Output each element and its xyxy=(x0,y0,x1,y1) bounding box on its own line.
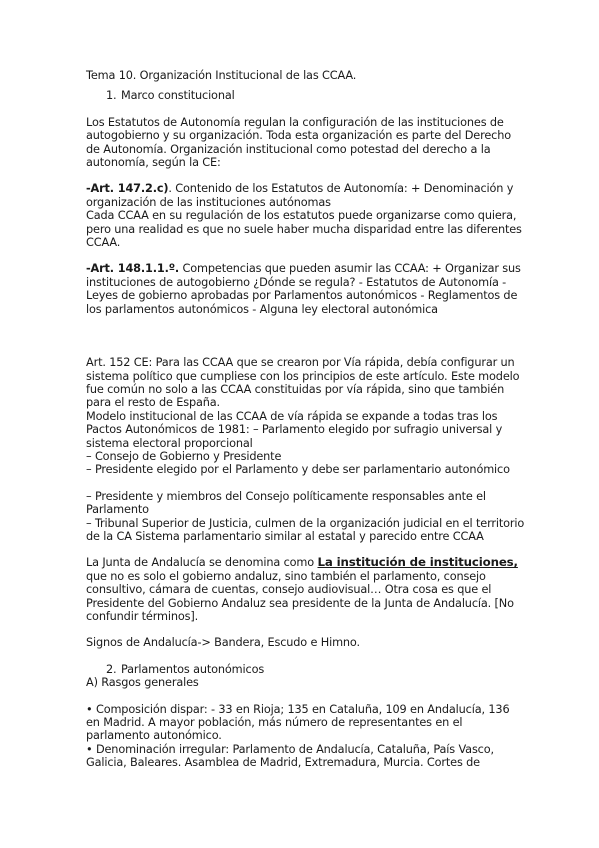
art-148-reference: Art. 148.1.1.º. xyxy=(90,262,180,276)
bullet-composicion: • Composición dispar: - 33 en Rioja; 135 en Cataluña, 109 en Andalucía, 136 en Madrid. A mayor población, más número de representantes en el parlamento autonómico. xyxy=(86,702,510,743)
junta-rest: que no es solo el gobierno andaluz, sino también el parlamento, consejo consultivo, cámara de cuentas, consejo audiovisual… Otra cosa es que el Presidente del Gobierno Andaluz sea presidente de la Junta de Andalucía. [No confundir términos]. xyxy=(86,569,514,623)
section-heading-parlamentos xyxy=(86,663,526,676)
institutional-model-paragraph: Modelo institucional de las CCAA de vía rápida se expande a todas tras los Pactos Autonómicos de 1981: – Parlamento elegido por sufragio universal y sistema electoral proporcional xyxy=(86,409,503,450)
art-148-paragraph xyxy=(86,262,526,316)
art-148-text: Competencias que pueden asumir las CCAA: + Organizar sus instituciones de autogobierno ¿Dónde se regula? - Estatutos de Autonomía - Leyes de gobierno aprobadas por Parlamentos autonómicos - Reglamentos de los parlamentos autonómicos - Alguna ley electoral autonómica xyxy=(86,262,521,316)
intro-paragraph: Los Estatutos de Autonomía regulan la configuración de las instituciones de autogobierno y su organización. Toda esta organización es parte del Derecho de Autonomía. Organización institucional como potestad del derecho a la autonomía, según la CE: xyxy=(86,115,511,170)
model-item-presidente: – Presidente elegido por el Parlamento y debe ser parlamentario autonómico xyxy=(86,463,510,477)
junta-emphasis: La institución de instituciones, xyxy=(317,555,518,570)
art-152-paragraph: Art. 152 CE: Para las CCAA que se crearon por Vía rápida, debía configurar un sistema político que cumpliese con los principios de este artículo. Este modelo fue común no solo a las CCAA constituidas por vía rápida, sino que también para el resto de España. xyxy=(86,356,520,410)
section-heading-marco xyxy=(86,89,526,102)
art-147-dash: - xyxy=(86,182,91,196)
section-number: 2. xyxy=(106,662,117,676)
model-item-consejo: – Consejo de Gobierno y Presidente xyxy=(86,449,282,463)
art-148-dash: - xyxy=(86,262,91,276)
art-147-paragraph xyxy=(86,182,526,209)
junta-paragraph xyxy=(86,556,526,623)
section-title: Marco constitucional xyxy=(121,89,235,103)
section-number: 1. xyxy=(106,89,117,103)
signos-paragraph: Signos de Andalucía-> Bandera, Escudo e Himno. xyxy=(86,636,360,650)
art-147-text: . Contenido de los Estatutos de Autonomía: + Denominación y organización de las instituciones autónomas xyxy=(86,182,514,209)
document-title: Tema 10. Organización Institucional de las CCAA. xyxy=(86,69,357,82)
art-147-note: Cada CCAA en su regulación de los estatutos puede organizarse como quiera, pero una realidad es que no suele haber mucha disparidad entre las diferentes CCAA. xyxy=(86,209,522,250)
document-body xyxy=(86,69,526,770)
model-item-tribunal: – Tribunal Superior de Justicia, culmen de la organización judicial en el territorio de la CA Sistema parlamentario similar al estatal y parecido entre CCAA xyxy=(86,516,525,543)
section-title: Parlamentos autonómicos xyxy=(121,662,265,676)
subsection-heading-rasgos: A) Rasgos generales xyxy=(86,676,199,690)
model-item-responsabilidad: – Presidente y miembros del Consejo políticamente responsables ante el Parlamento xyxy=(86,489,486,517)
art-147-reference: Art. 147.2.c) xyxy=(90,182,169,196)
junta-lead: La Junta de Andalucía se denomina como xyxy=(86,556,318,570)
bullet-denominacion: • Denominación irregular: Parlamento de Andalucía, Cataluña, País Vasco, Galicia, Baleares. Asamblea de Madrid, Extremadura, Murcia. Cortes de xyxy=(86,742,494,770)
